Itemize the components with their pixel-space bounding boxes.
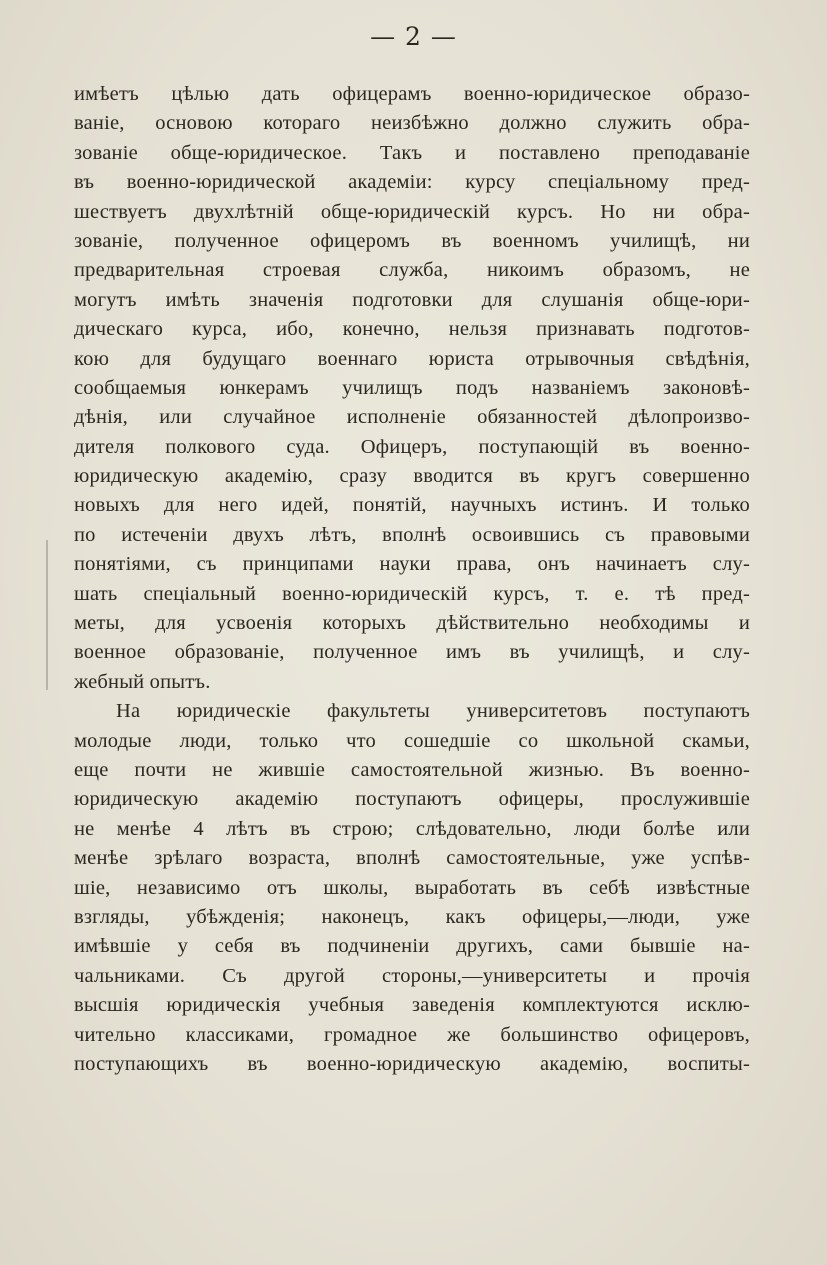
- text-line: юридическую академію, сразу вводится въ кругъ совершенно: [74, 465, 750, 488]
- text-line: жебный опытъ.: [74, 670, 211, 693]
- page-number: — 2 —: [370, 22, 457, 51]
- text-line: поступающихъ въ военно-юридическую академію, воспиты-: [74, 1052, 750, 1075]
- text-line: военное образованіе, полученное имъ въ училищѣ, и слу-: [74, 641, 750, 664]
- text-line: шать спеціальный военно-юридическій курсъ, т. е. тѣ пред-: [74, 582, 750, 605]
- text-line: чительно классиками, громадное же большинство офицеровъ,: [74, 1023, 750, 1046]
- text-line: не менѣе 4 лѣтъ въ строю; слѣдовательно, люди болѣе или: [74, 817, 750, 840]
- text-line: дѣнія, или случайное исполненіе обязанностей дѣлопроизво-: [74, 406, 750, 429]
- text-line: молодые люди, только что сошедшіе со школьной скамьи,: [74, 729, 750, 752]
- paragraph-1: [74, 80, 750, 697]
- text-line: меты, для усвоенія которыхъ дѣйствительно необходимы и: [74, 612, 750, 635]
- text-line: менѣе зрѣлаго возраста, вполнѣ самостоятельные, уже успѣв-: [74, 847, 750, 870]
- text-line: высшія юридическія учебныя заведенія комплектуются исклю-: [74, 994, 750, 1017]
- text-line: ваніе, основою котораго неизбѣжно должно служить обра-: [74, 112, 750, 135]
- text-line: новыхъ для него идей, понятій, научныхъ истинъ. И только: [74, 494, 750, 517]
- text-line: по истеченіи двухъ лѣтъ, вполнѣ освоившись съ правовыми: [74, 523, 750, 546]
- text-line: На юридическіе факультеты университетовъ поступаютъ: [116, 700, 750, 723]
- text-line: въ военно-юридической академіи: курсу спеціальному пред-: [74, 171, 750, 194]
- text-line: имѣетъ цѣлью дать офицерамъ военно-юридическое образо-: [74, 83, 750, 105]
- text-line: могутъ имѣть значенія подготовки для слушанія обще-юри-: [74, 288, 750, 311]
- text-line: предварительная строевая служба, никоимъ образомъ, не: [74, 259, 750, 282]
- text-line: дителя полкового суда. Офицеръ, поступающій въ военно-: [74, 435, 750, 458]
- text-line: чальниками. Съ другой стороны,—университеты и прочія: [74, 964, 750, 987]
- text-line: еще почти не жившіе самостоятельной жизнью. Въ военно-: [74, 758, 750, 781]
- text-line: имѣвшіе у себя въ подчиненіи другихъ, сами бывшіе на-: [74, 935, 750, 958]
- body-text: [74, 80, 750, 1079]
- text-line: зованіе обще-юридическое. Такъ и поставлено преподаваніе: [74, 141, 750, 164]
- text-line: юридическую академію поступаютъ офицеры, прослужившіе: [74, 788, 750, 811]
- text-line: шествуетъ двухлѣтній обще-юридическій курсъ. Но ни обра-: [74, 200, 750, 223]
- text-line: взгляды, убѣжденія; наконецъ, какъ офицеры,—люди, уже: [74, 905, 750, 928]
- paragraph-2: [74, 697, 750, 1079]
- text-line: понятіями, съ принципами науки права, онъ начинаетъ слу-: [74, 553, 750, 576]
- margin-pencil-mark: [46, 540, 48, 690]
- text-line: шіе, независимо отъ школы, выработать въ себѣ извѣстные: [74, 876, 750, 899]
- text-line: сообщаемыя юнкерамъ училищъ подъ названіемъ законовѣ-: [74, 376, 750, 399]
- text-line: зованіе, полученное офицеромъ въ военномъ училищѣ, ни: [74, 229, 750, 252]
- text-line: дическаго курса, ибо, конечно, нельзя признавать подготов-: [74, 318, 750, 341]
- text-line: кою для будущаго военнаго юриста отрывочныя свѣдѣнія,: [74, 347, 750, 370]
